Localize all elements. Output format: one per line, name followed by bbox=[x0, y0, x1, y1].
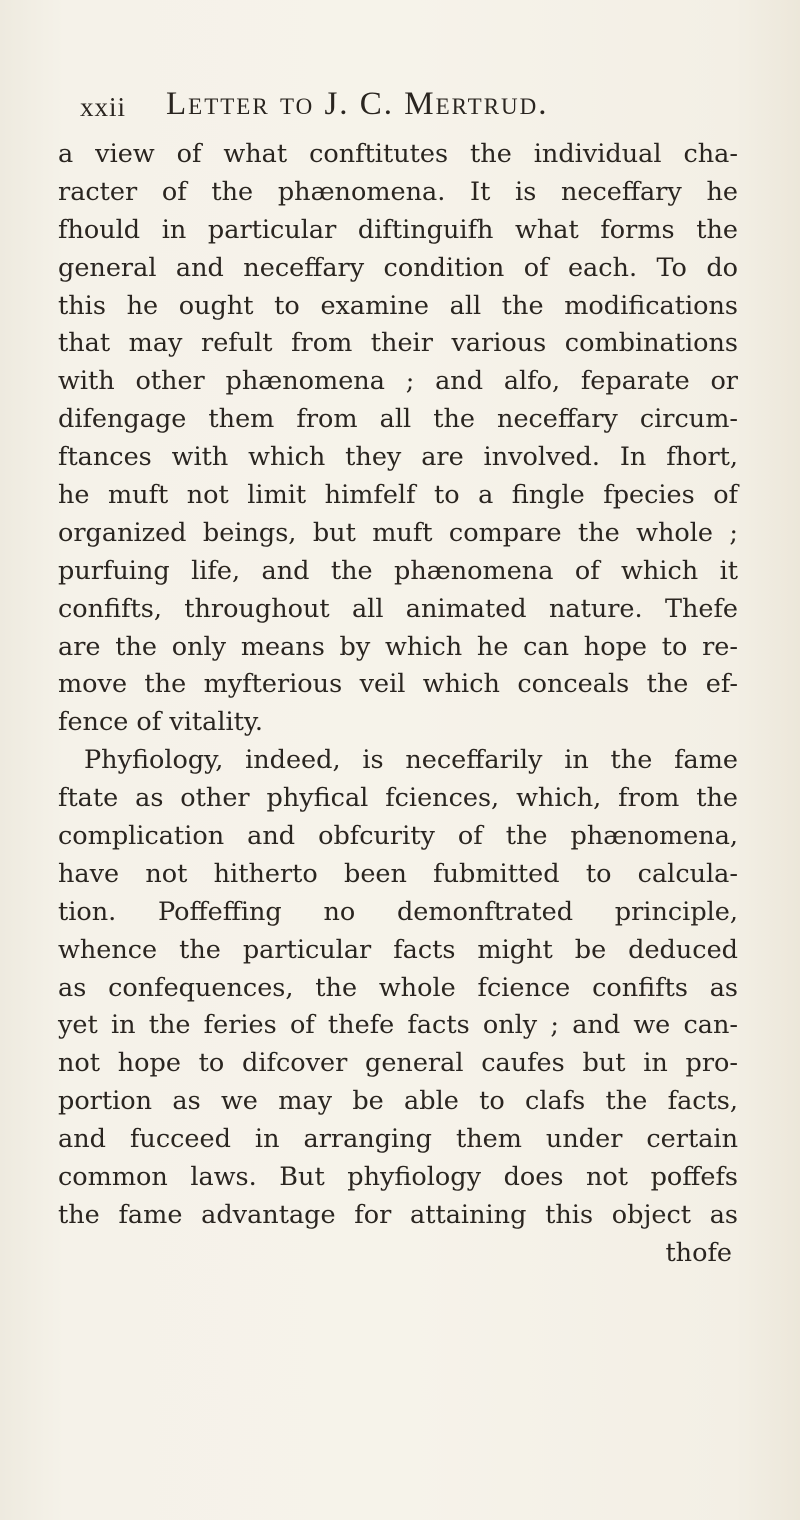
text-line: organized beings, but muft compare the whole ; bbox=[58, 517, 738, 548]
text-line: yet in the feries of thefe facts only ; and we can- bbox=[58, 1010, 738, 1041]
text-line: and fucceed in arranging them under certain bbox=[58, 1124, 738, 1155]
text-line: have not hitherto been fubmitted to calcula- bbox=[58, 858, 738, 889]
text-line: the fame advantage for attaining this object as bbox=[58, 1199, 738, 1230]
text-line: portion as we may be able to clafs the facts, bbox=[58, 1086, 738, 1117]
text-line: he muft not limit himfelf to a fingle fpecies of bbox=[58, 480, 738, 511]
text-line: confifts, throughout all animated nature. Thefe bbox=[58, 593, 738, 624]
text-line: fhould in particular diftinguifh what forms the bbox=[58, 214, 738, 245]
body-text bbox=[58, 136, 738, 1273]
page-number: xxii bbox=[80, 92, 127, 122]
running-title: Letter to J. C. Mertrud. bbox=[166, 86, 549, 122]
text-line: move the myfterious veil which conceals the ef- bbox=[58, 669, 738, 700]
text-line: whence the particular facts might be deduced bbox=[58, 934, 738, 965]
text-line: a view of what conftitutes the individual cha- bbox=[58, 139, 738, 169]
text-line: common laws. But phyfiology does not poffefs bbox=[58, 1162, 738, 1193]
text-line: complication and obfcurity of the phænomena, bbox=[58, 821, 738, 852]
paragraph-start-line: Phyfiology, indeed, is neceffarily in the fame bbox=[84, 745, 738, 776]
text-line: general and neceffary condition of each. To do bbox=[58, 252, 738, 283]
catchword: thofe bbox=[665, 1237, 732, 1268]
text-line: not hope to difcover general caufes but in pro- bbox=[58, 1048, 738, 1079]
text-line: ftances with which they are involved. In fhort, bbox=[58, 442, 738, 473]
text-line: as confequences, the whole fcience confifts as bbox=[58, 972, 738, 1003]
text-line: tion. Poffeffing no demonftrated principle, bbox=[58, 896, 738, 927]
text-line: ftate as other phyfical fciences, which, from the bbox=[58, 783, 738, 814]
text-line: this he ought to examine all the modifications bbox=[58, 290, 738, 321]
text-line: purfuing life, and the phænomena of which it bbox=[58, 555, 738, 586]
text-line: difengage them from all the neceffary circum- bbox=[58, 404, 738, 435]
page-header bbox=[80, 86, 700, 136]
text-line: with other phænomena ; and alfo, feparate or bbox=[58, 366, 738, 397]
text-line: racter of the phænomena. It is neceffary he bbox=[58, 176, 738, 207]
text-line: fence of vitality. bbox=[58, 707, 264, 738]
text-line: are the only means by which he can hope to re- bbox=[58, 631, 738, 662]
text-line: that may refult from their various combinations bbox=[58, 328, 738, 359]
